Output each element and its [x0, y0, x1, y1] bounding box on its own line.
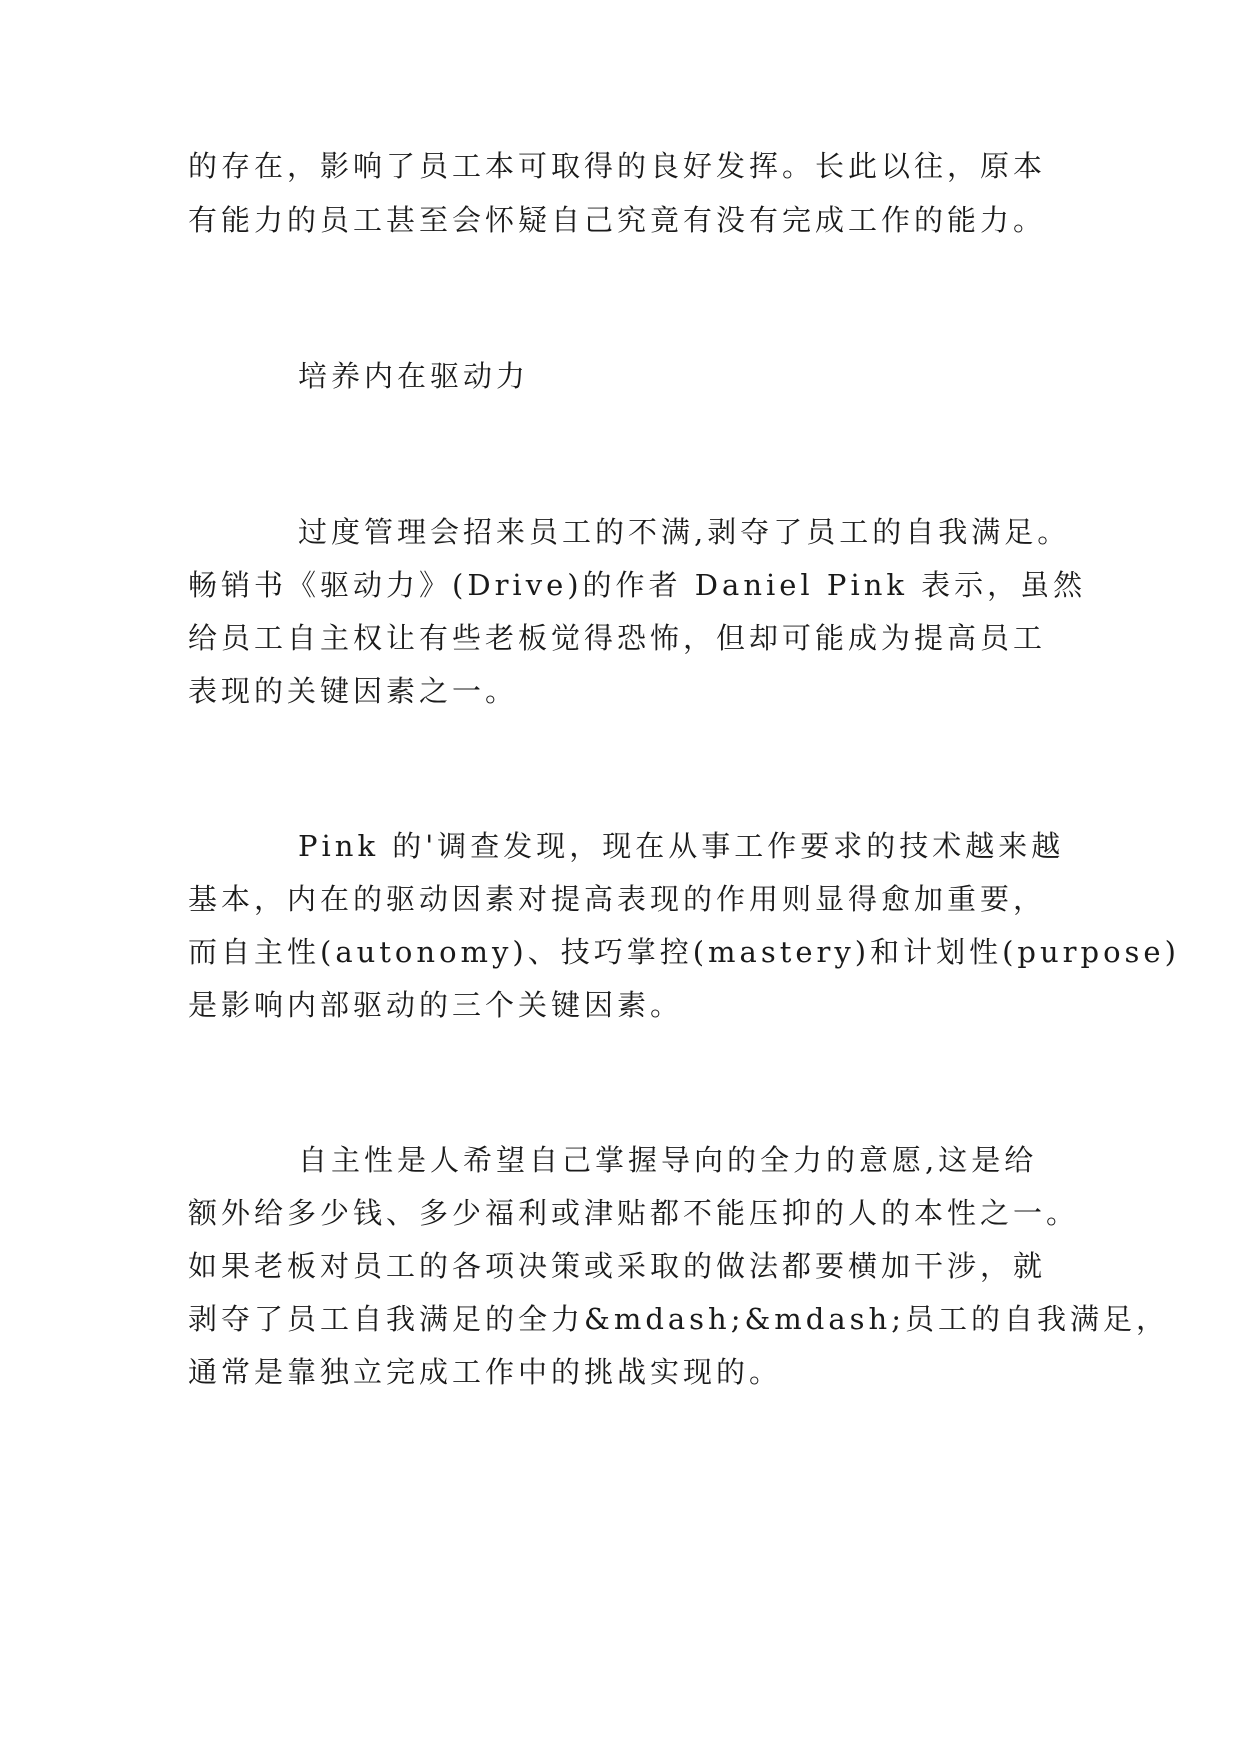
paragraph-line: 剥夺了员工自我满足的全力&mdash;&mdash;员工的自我满足， — [188, 1302, 1169, 1336]
paragraph-line: 额外给多少钱、多少福利或津贴都不能压抑的人的本性之一。 — [188, 1196, 1080, 1230]
paragraph-line: 是影响内部驱动的三个关键因素。 — [188, 988, 684, 1022]
paragraph-line: 基本，内在的驱动因素对提高表现的作用则显得愈加重要， — [188, 882, 1047, 916]
paragraph-line: 有能力的员工甚至会怀疑自己究竟有没有完成工作的能力。 — [188, 203, 1047, 237]
paragraph-line: 给员工自主权让有些老板觉得恐怖，但却可能成为提高员工 — [188, 621, 1047, 655]
paragraph-line: 通常是靠独立完成工作中的挑战实现的。 — [188, 1355, 783, 1389]
paragraph-line: 表现的关键因素之一。 — [188, 674, 519, 708]
paragraph-line: Pink 的'调查发现，现在从事工作要求的技术越来越 — [298, 829, 1065, 863]
paragraph-line: 过度管理会招来员工的不满,剥夺了员工的自我满足。 — [298, 515, 1071, 549]
section-heading: 培养内在驱动力 — [298, 359, 530, 393]
paragraph-line: 而自主性(autonomy)、技巧掌控(mastery)和计划性(purpose) — [188, 935, 1180, 969]
paragraph-line: 自主性是人希望自己掌握导向的全力的意愿,这是给 — [298, 1143, 1038, 1177]
paragraph-line: 如果老板对员工的各项决策或采取的做法都要横加干涉，就 — [188, 1249, 1047, 1283]
paragraph-line: 畅销书《驱动力》(Drive)的作者 Daniel Pink 表示，虽然 — [188, 568, 1087, 602]
paragraph-line: 的存在，影响了员工本可取得的良好发挥。长此以往，原本 — [188, 149, 1047, 183]
